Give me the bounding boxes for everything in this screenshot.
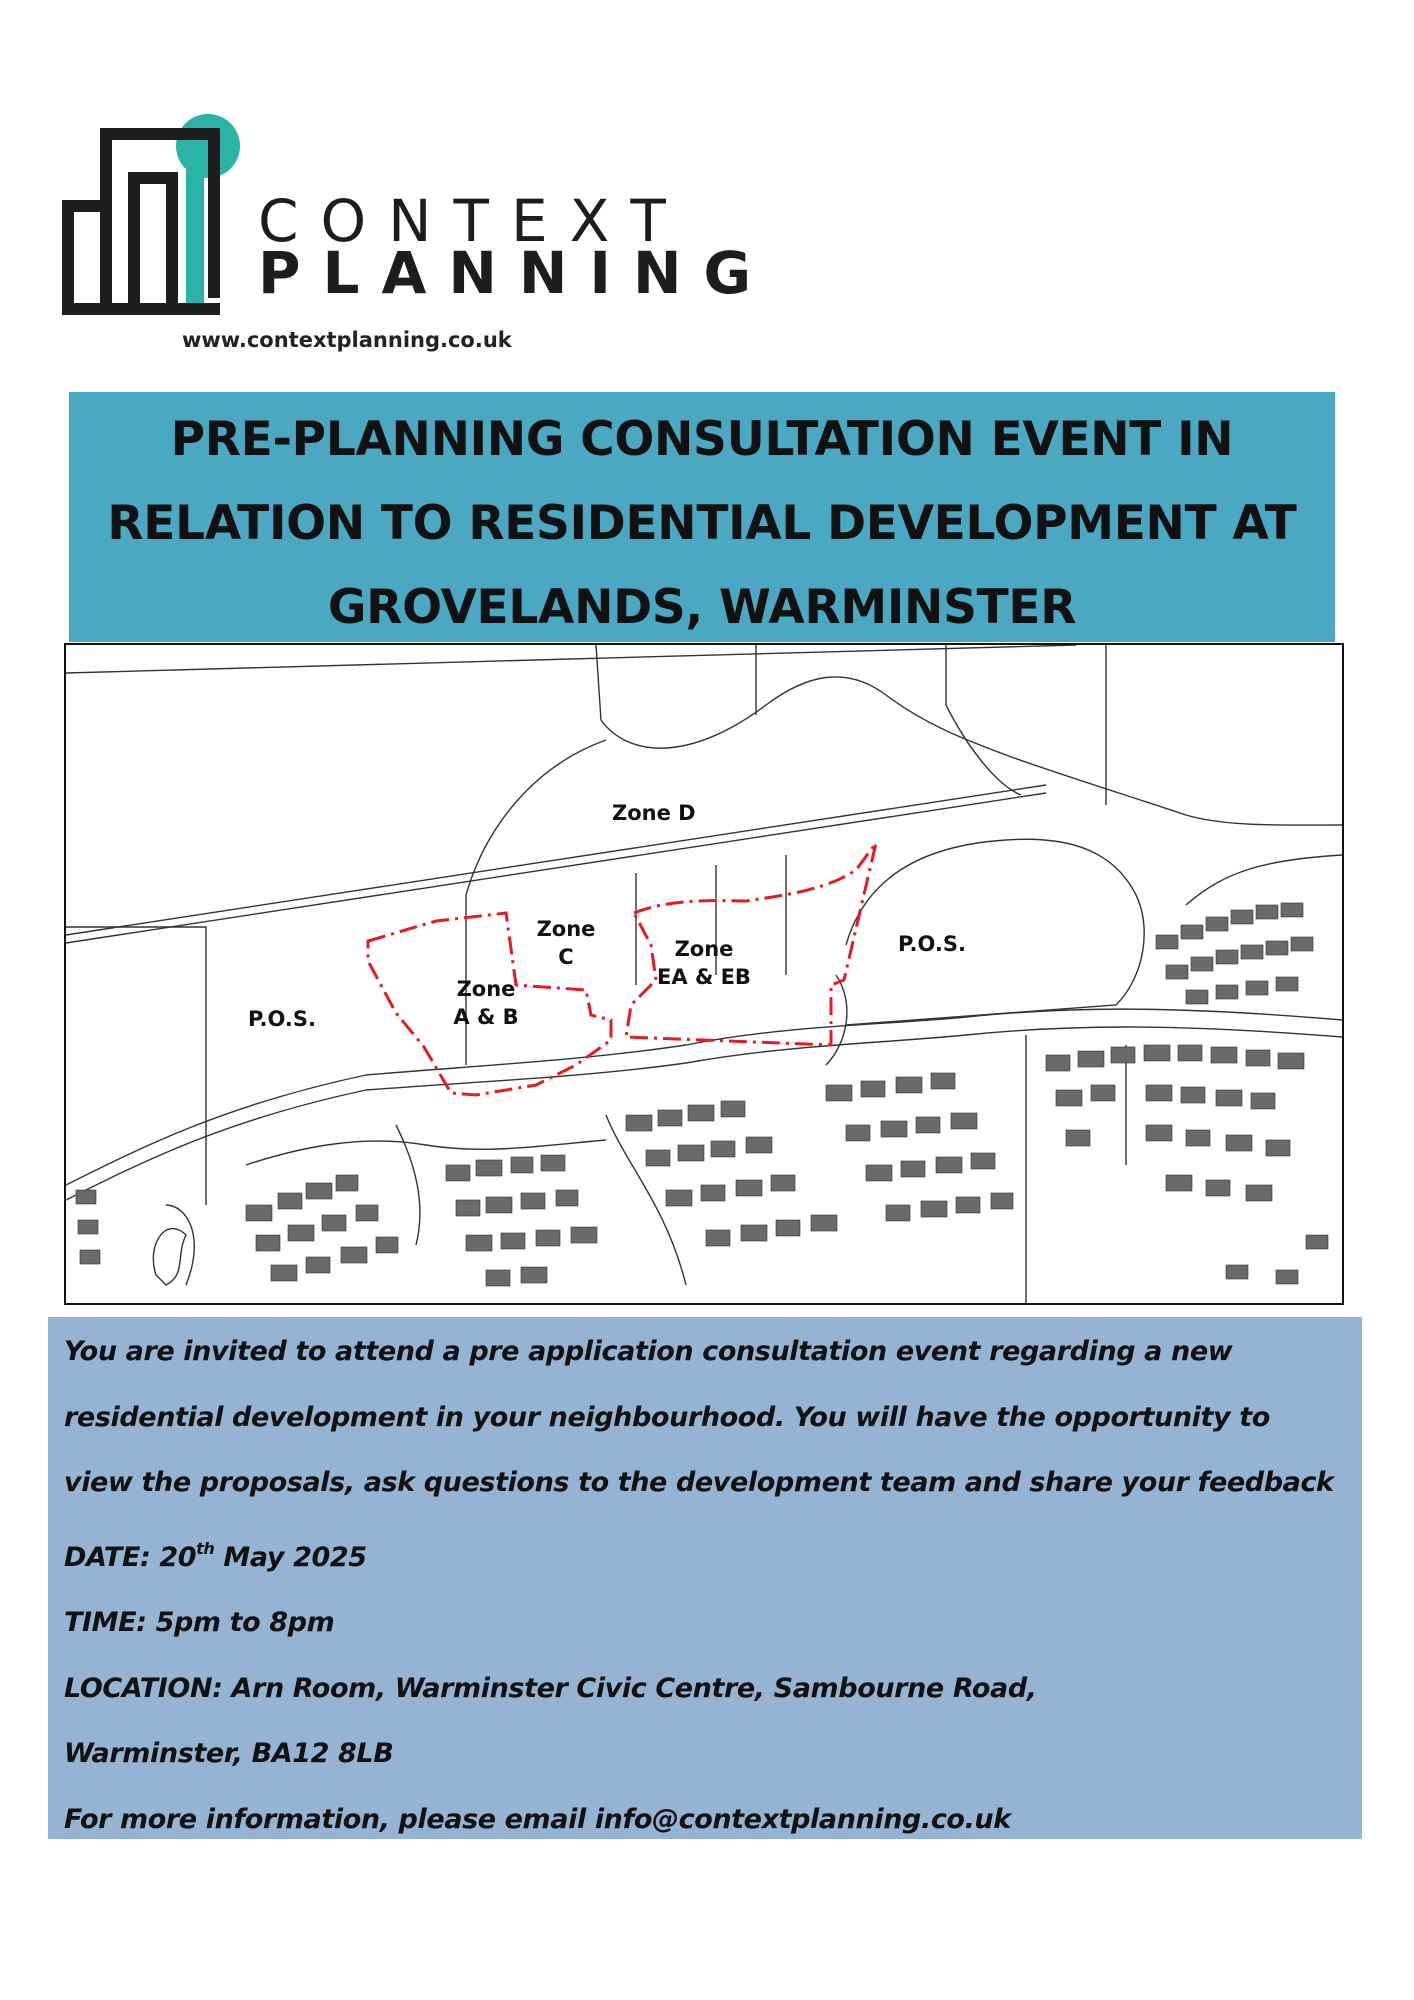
event-location-line-1: LOCATION: Arn Room, Warminster Civic Centre, Sambourne Road, (64, 1672, 1037, 1704)
pos-left-label: P.O.S. (248, 1007, 316, 1031)
title-line-1: PRE-PLANNING CONSULTATION EVENT IN (170, 412, 1234, 467)
event-info-panel (48, 1317, 1362, 1839)
title-banner (69, 392, 1335, 642)
zone-eaeb-label-line-2: EA & EB (657, 965, 751, 990)
company-logo (62, 110, 782, 340)
page-title (69, 392, 1335, 650)
logo-text-planning: PLANNING (258, 239, 774, 307)
event-time: TIME: 5pm to 8pm (64, 1607, 335, 1638)
zone-c-label (526, 915, 606, 972)
zone-eaeb-label (644, 935, 764, 992)
zone-d-label: Zone D (612, 801, 696, 825)
event-date-month-year: May 2025 (214, 1541, 367, 1573)
zone-c-label-line-1: Zone (536, 917, 596, 941)
site-map (64, 643, 1344, 1305)
logo-text-context: CONTEXT (258, 187, 688, 255)
pos-right-label: P.O.S. (898, 932, 966, 956)
logo-mark-icon (62, 110, 262, 315)
intro-line-2: residential development in your neighbourhood. You will have the opportunity to (64, 1401, 1270, 1433)
contact-email[interactable]: For more information, please email info@contextplanning.co.uk (64, 1803, 1011, 1835)
zone-ab-label-line-1: Zone (456, 977, 516, 1001)
intro-line-3: view the proposals, ask questions to the development team and share your feedback (64, 1467, 1334, 1498)
zone-eaeb-label-line-1: Zone (674, 937, 734, 961)
zone-ab-label (436, 975, 536, 1032)
zone-ab-label-line-2: A & B (453, 1005, 519, 1030)
event-location-line-2: Warminster, BA12 8LB (64, 1738, 394, 1769)
event-date-prefix: DATE: 20 (64, 1541, 197, 1573)
zone-c-label-line-2: C (558, 945, 574, 970)
title-line-3: GROVELANDS, WARMINSTER (327, 580, 1077, 635)
website-link[interactable]: www.contextplanning.co.uk (182, 328, 512, 352)
title-line-2: RELATION TO RESIDENTIAL DEVELOPMENT AT (107, 496, 1297, 551)
event-date (48, 1516, 1362, 1591)
intro-line-1: You are invited to attend a pre application consultation event regarding a new (64, 1336, 1233, 1367)
event-date-suffix-sup: th (196, 1538, 215, 1558)
